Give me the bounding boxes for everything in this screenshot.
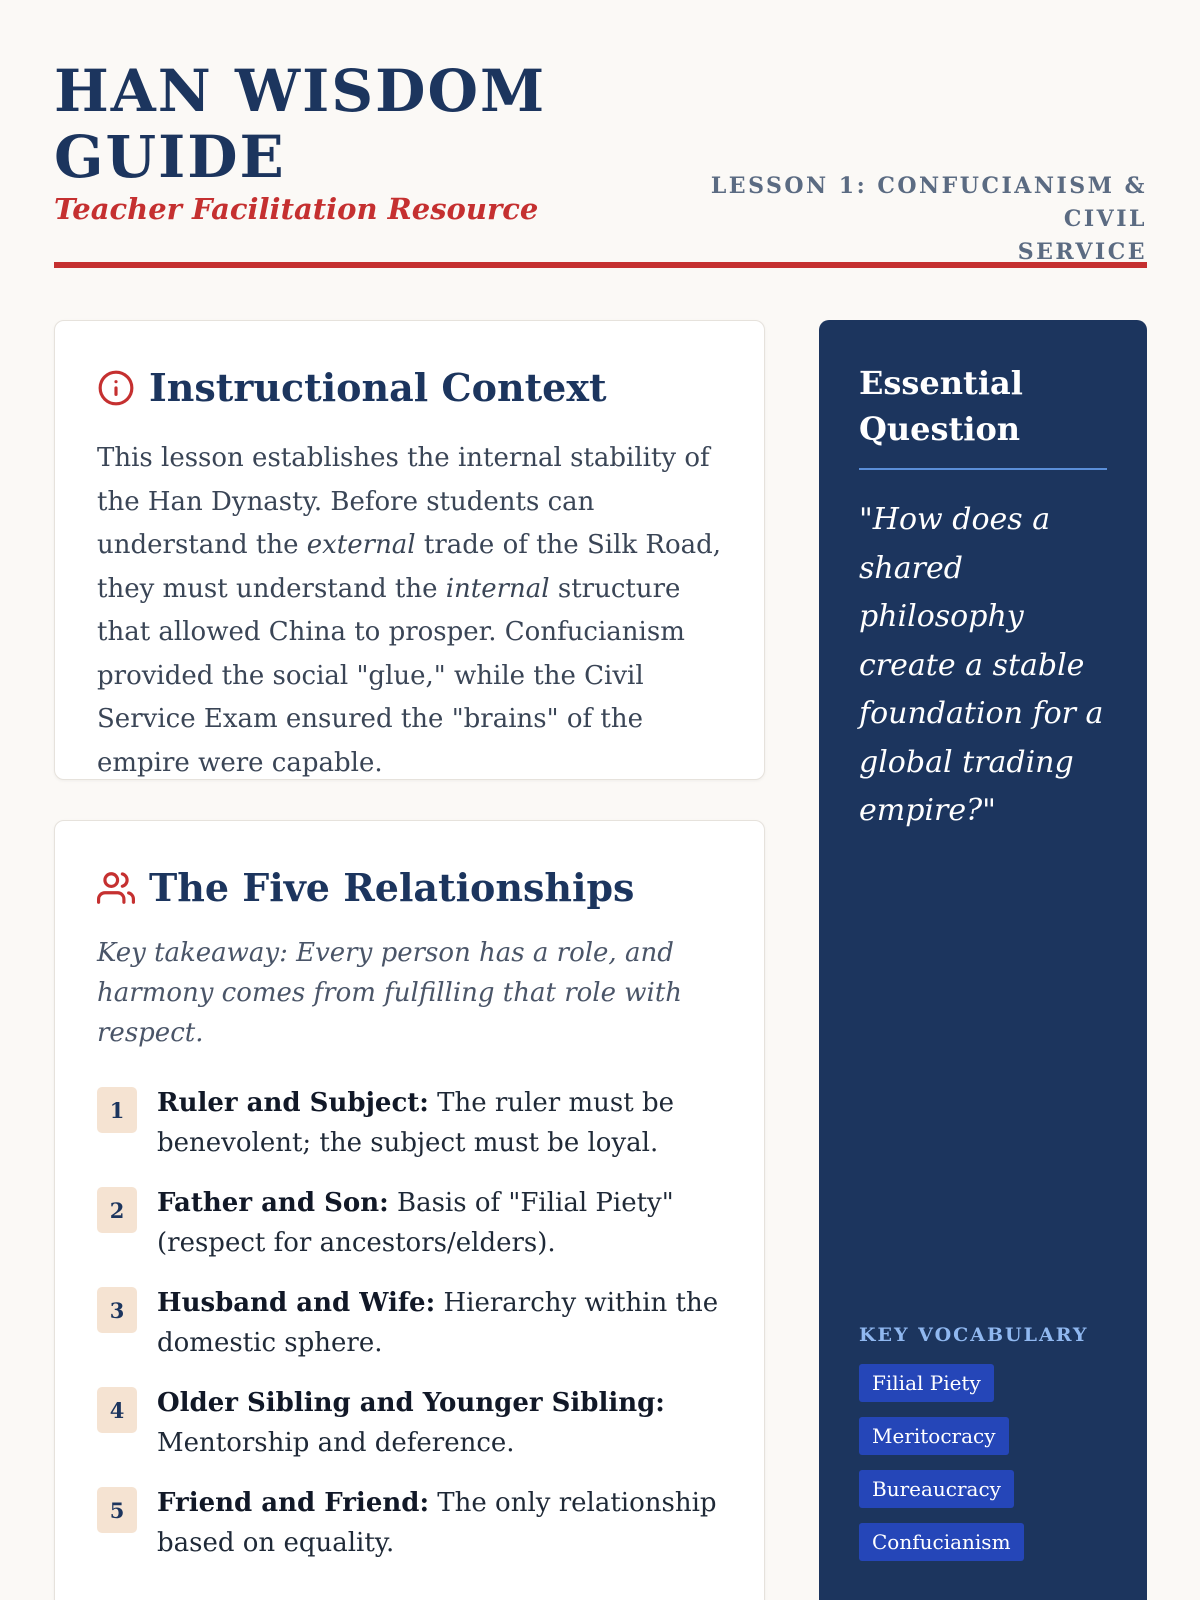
instructional-context-heading: Instructional Context bbox=[149, 365, 607, 410]
relationship-item bbox=[97, 1483, 727, 1563]
five-relationships-header bbox=[97, 865, 634, 910]
info-circle-icon bbox=[97, 369, 135, 407]
relationship-title: Ruler and Subject: bbox=[157, 1088, 429, 1118]
vocab-tag-confucianism: Confucianism bbox=[859, 1523, 1024, 1561]
essential-question-heading-line2: Question bbox=[859, 410, 1021, 448]
relationship-number-badge: 1 bbox=[97, 1087, 137, 1133]
vocab-tag-filial-piety: Filial Piety bbox=[859, 1364, 994, 1402]
relationship-item bbox=[97, 1183, 727, 1263]
five-relationships-heading: The Five Relationships bbox=[149, 865, 635, 910]
relationship-detail: The only relationship based on equality. bbox=[157, 1488, 717, 1558]
relationship-description bbox=[157, 1083, 727, 1163]
relationship-title: Older Sibling and Younger Sibling: bbox=[157, 1388, 665, 1418]
essential-question-heading bbox=[859, 360, 1107, 470]
relationship-description bbox=[157, 1283, 727, 1363]
vocab-tag-meritocracy: Meritocracy bbox=[859, 1417, 1009, 1455]
relationship-description bbox=[157, 1383, 727, 1463]
lesson-label-line2: SERVICE bbox=[1017, 239, 1147, 265]
essential-question-text: "How does a shared philosophy create a stable foundation for a global trading empire?" bbox=[859, 502, 1104, 828]
vocabulary-item bbox=[859, 1523, 1024, 1576]
relationship-description bbox=[157, 1183, 727, 1263]
essential-question-heading-line1: Essential bbox=[859, 364, 1023, 402]
vocabulary-item bbox=[859, 1417, 1024, 1470]
page-header bbox=[54, 54, 1147, 268]
relationship-number-badge: 3 bbox=[97, 1287, 137, 1333]
context-emphasis-external: external bbox=[306, 530, 416, 560]
context-text-part3: structure that allowed China to prosper. Confucianism provided the social "glue," while the Civil Service Exam ensured the "brains" of the empire were capable. bbox=[97, 573, 685, 778]
lesson-label bbox=[627, 170, 1147, 269]
relationship-number-badge: 4 bbox=[97, 1387, 137, 1433]
context-emphasis-internal: internal bbox=[445, 573, 550, 604]
five-relationships-card bbox=[54, 820, 765, 1600]
instructional-context-header bbox=[97, 365, 607, 410]
instructional-context-card bbox=[54, 320, 765, 780]
users-icon bbox=[97, 869, 135, 907]
relationship-detail: Hierarchy within the domestic sphere. bbox=[157, 1288, 719, 1358]
relationship-detail: Basis of "Filial Piety" (respect for ancestors/elders). bbox=[157, 1188, 674, 1258]
instructional-context-text bbox=[97, 437, 737, 785]
vocabulary-item bbox=[859, 1364, 1024, 1417]
relationship-item bbox=[97, 1083, 727, 1163]
relationship-item bbox=[97, 1283, 727, 1363]
key-vocabulary-list bbox=[859, 1364, 1024, 1576]
relationship-detail: The ruler must be benevolent; the subject must be loyal. bbox=[157, 1088, 674, 1158]
relationship-title: Friend and Friend: bbox=[157, 1488, 430, 1518]
context-text-part1: This lesson establishes the internal stability of the Han Dynasty. Before students can understand the bbox=[97, 443, 710, 560]
relationship-title: Husband and Wife: bbox=[157, 1288, 436, 1318]
guide-title-line1: HAN WISDOM bbox=[54, 57, 547, 125]
essential-question-sidebar bbox=[819, 320, 1147, 1600]
relationships-list bbox=[97, 1083, 727, 1583]
key-vocabulary-label: KEY VOCABULARY bbox=[859, 1324, 1089, 1346]
guide-subtitle: Teacher Facilitation Resource bbox=[54, 192, 539, 226]
vocab-tag-bureaucracy: Bureaucracy bbox=[859, 1470, 1014, 1508]
relationship-number-badge: 5 bbox=[97, 1487, 137, 1533]
context-text-part2: trade of the Silk Road, they must understand the bbox=[97, 530, 722, 604]
relationship-description bbox=[157, 1483, 727, 1563]
relationship-number-badge: 2 bbox=[97, 1187, 137, 1233]
lesson-label-line1: LESSON 1: CONFUCIANISM & CIVIL bbox=[710, 173, 1147, 232]
relationship-detail: Mentorship and deference. bbox=[157, 1428, 515, 1458]
relationship-title: Father and Son: bbox=[157, 1188, 389, 1218]
guide-title-line2: GUIDE bbox=[54, 123, 286, 191]
guide-title bbox=[54, 58, 614, 190]
relationship-item bbox=[97, 1383, 727, 1463]
vocabulary-item bbox=[859, 1470, 1024, 1523]
key-takeaway: Key takeaway: Every person has a role, and harmony comes from fulfilling that role with respect. bbox=[97, 938, 683, 1048]
